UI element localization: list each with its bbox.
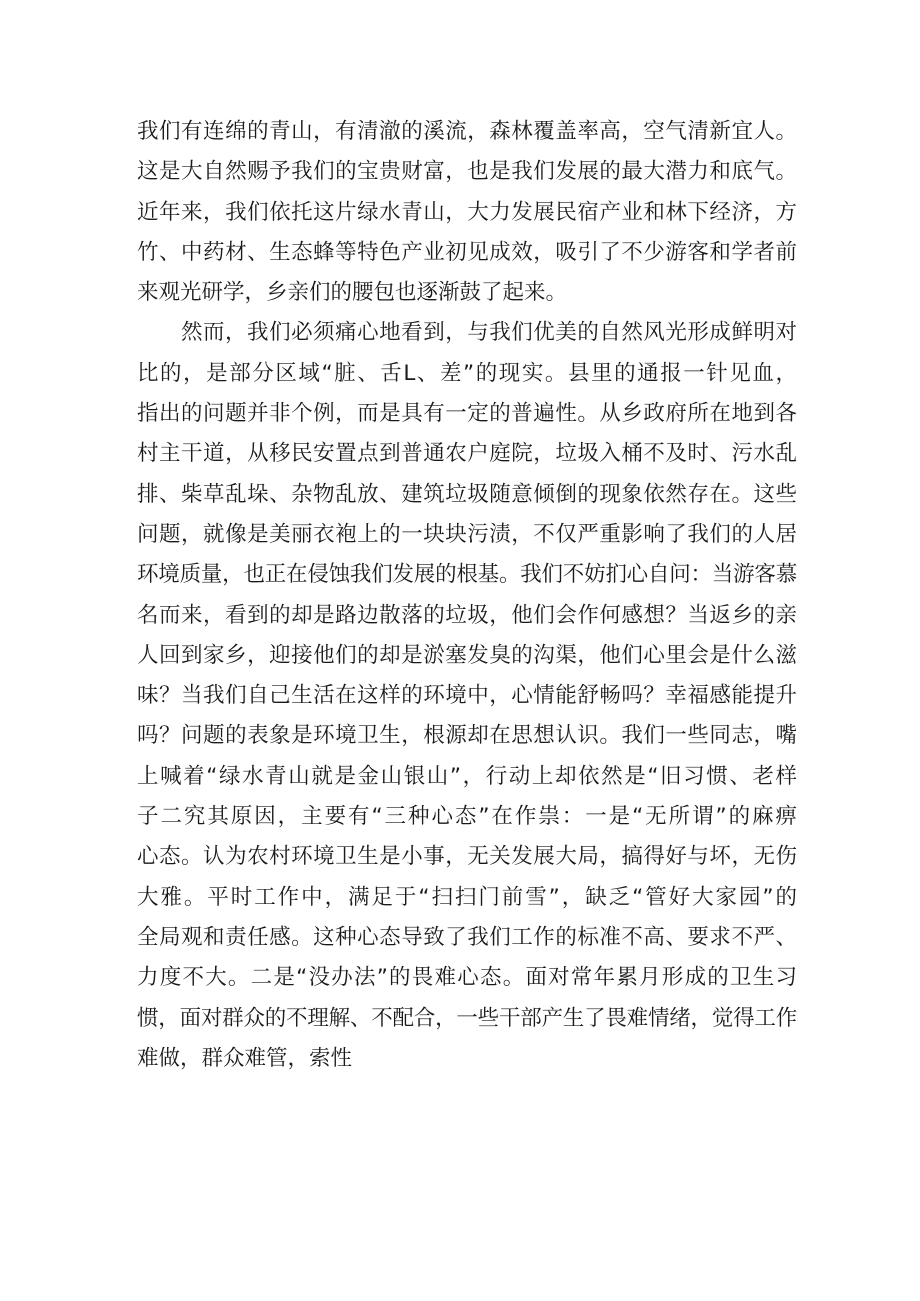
text-line: 力度不大。二是“没办法”的畏难心态。面对常年累月形成的卫生习 — [137, 965, 797, 991]
text-line: 然而，我们必须痛心地看到，与我们优美的自然风光形成鲜明对 — [181, 320, 797, 346]
text-line: 吗？问题的表象是环境卫生，根源却在思想认识。我们一些同志，嘴 — [137, 723, 797, 749]
text-line: 子二究其原因，主要有“三种心态”在作祟：一是“无所谓”的麻痹 — [137, 804, 797, 830]
text-line: 难做，群众难管，索性 — [137, 1045, 353, 1071]
text-line: 心态。认为农村环境卫生是小事，无关发展大局，搞得好与坏，无伤 — [137, 844, 797, 870]
text-line: 大雅。平时工作中，满足于“扫扫门前雪”，缺乏“管好大家园”的 — [137, 884, 797, 910]
text-line: 竹、中药材、生态蜂等特色产业初见成效，吸引了不少游客和学者前 — [137, 239, 797, 265]
text-line: 排、柴草乱垛、杂物乱放、建筑垃圾随意倾倒的现象依然存在。这些 — [137, 481, 797, 507]
text-line: 全局观和责任感。这种心态导致了我们工作的标准不高、要求不严、 — [137, 924, 797, 950]
text-line: 环境质量，也正在侵蚀我们发展的根基。我们不妨扪心自问：当游客慕 — [137, 562, 797, 588]
text-line: 惯，面对群众的不理解、不配合，一些干部产生了畏难情绪，觉得工作 — [137, 1005, 797, 1031]
text-line: 村主干道，从移民安置点到普通农户庭院，垃圾入桶不及时、污水乱 — [137, 441, 797, 467]
text-line: 指出的问题并非个例，而是具有一定的普遍性。从乡政府所在地到各 — [137, 401, 797, 427]
text-line: 这是大自然赐予我们的宝贵财富，也是我们发展的最大潜力和底气。 — [137, 159, 797, 185]
text-line: 上喊着“绿水青山就是金山银山”，行动上却依然是“旧习惯、老样 — [137, 763, 797, 789]
body-text — [137, 112, 797, 1079]
text-line: 近年来，我们依托这片绿水青山，大力发展民宿产业和林下经济，方 — [137, 199, 797, 225]
text-line: 名而来，看到的却是路边散落的垃圾，他们会作何感想？当返乡的亲 — [137, 602, 797, 628]
text-line: 问题，就像是美丽衣袍上的一块块污渍，不仅严重影响了我们的人居 — [137, 521, 797, 547]
text-line: 人回到家乡，迎接他们的却是淤塞发臭的沟渠，他们心里会是什么滋 — [137, 642, 797, 668]
text-line: 我们有连绵的青山，有清澈的溪流，森林覆盖率高，空气清新宜人。 — [137, 119, 797, 144]
text-line: 味？当我们自己生活在这样的环境中，心情能舒畅吗？幸福感能提升 — [137, 683, 797, 709]
text-line: 来观光研学，乡亲们的腰包也逐渐鼓了起来。 — [137, 280, 568, 306]
text-line: 比的，是部分区域“脏、舌L、差”的现实。县里的通报一针见血， — [137, 360, 797, 386]
